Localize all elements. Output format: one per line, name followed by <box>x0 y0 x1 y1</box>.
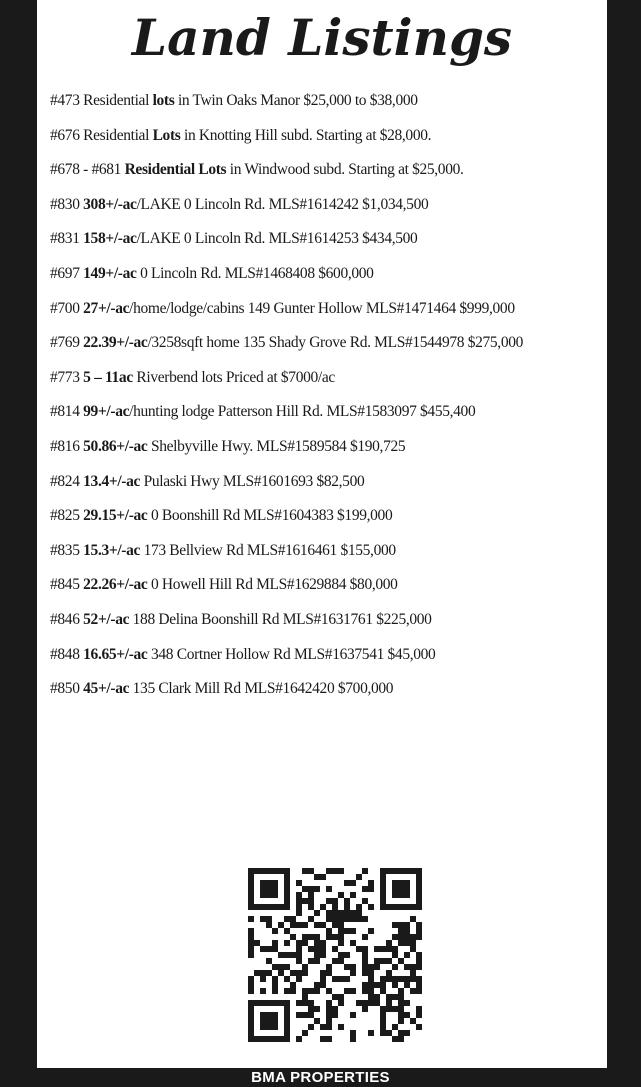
listing-details: /LAKE 0 Lincoln Rd. MLS#1614242 $1,034,500 <box>136 195 429 213</box>
listing-details: 173 Bellview Rd MLS#1616461 $155,000 <box>143 541 396 559</box>
listing-acreage: 158+/-ac <box>83 230 137 248</box>
listing-details: 135 Clark Mill Rd MLS#1642420 $700,000 <box>132 680 394 698</box>
listing-number: #824 <box>50 472 80 490</box>
listing-item <box>50 156 605 191</box>
listing-number: #676 <box>50 126 80 144</box>
listing-acreage: 16.65+/-ac <box>83 645 148 663</box>
listing-item <box>50 641 605 676</box>
listing-acreage: 45+/-ac <box>83 680 130 698</box>
listing-details: in Knotting Hill subd. Starting at $28,000. <box>183 126 432 144</box>
listing-number: #473 <box>50 92 80 109</box>
listing-item <box>50 295 605 330</box>
listing-number: #697 <box>50 264 80 282</box>
listing-item <box>50 260 605 295</box>
listing-prefix: Residential <box>83 126 150 144</box>
listing-item <box>50 191 605 226</box>
listing-acreage: 22.26+/-ac <box>83 576 148 594</box>
listing-details: 348 Cortner Hollow Rd MLS#1637541 $45,000 <box>150 645 436 663</box>
page-title: Land Listings <box>131 8 513 67</box>
listing-number: #846 <box>50 610 80 628</box>
qr-code-icon[interactable] <box>248 868 422 1042</box>
listing-number: #773 <box>50 368 80 386</box>
listings-list <box>50 87 605 710</box>
listing-item <box>50 364 605 399</box>
listing-acreage: 15.3+/-ac <box>83 541 141 559</box>
listing-number: #845 <box>50 576 80 594</box>
listing-number: #825 <box>50 507 80 525</box>
listing-number: #830 <box>50 195 80 213</box>
listing-prefix: Residential <box>83 92 150 109</box>
listing-acreage: lots <box>152 92 175 109</box>
listing-number: #814 <box>50 403 80 421</box>
listing-item <box>50 225 605 260</box>
listing-details: Pulaski Hwy MLS#1601693 $82,500 <box>143 472 365 490</box>
listing-number: #831 <box>50 230 80 248</box>
listing-details: in Windwood subd. Starting at $25,000. <box>229 161 464 179</box>
listing-details: /hunting lodge Patterson Hill Rd. MLS#1583097 $455,400 <box>129 403 476 421</box>
listing-acreage: 99+/-ac <box>83 403 130 421</box>
listing-item <box>50 433 605 468</box>
listing-acreage: 5 – 11ac <box>83 368 133 386</box>
listing-details: 0 Boonshill Rd MLS#1604383 $199,000 <box>150 507 393 525</box>
listing-number: #678 - #681 <box>50 161 122 179</box>
listing-item <box>50 468 605 503</box>
listing-details: 0 Lincoln Rd. MLS#1468408 $600,000 <box>140 264 374 282</box>
listing-number: #769 <box>50 334 80 352</box>
listing-item <box>50 122 605 157</box>
listing-number: #835 <box>50 541 80 559</box>
listing-details: /home/lodge/cabins 149 Gunter Hollow MLS#1471464 $999,000 <box>129 299 515 317</box>
listing-item <box>50 87 605 122</box>
listing-details: 0 Howell Hill Rd MLS#1629884 $80,000 <box>150 576 398 594</box>
listing-item <box>50 571 605 606</box>
listing-details: /3258sqft home 135 Shady Grove Rd. MLS#1544978 $275,000 <box>147 334 524 352</box>
listing-acreage: 149+/-ac <box>83 264 137 282</box>
listing-acreage: 308+/-ac <box>83 195 137 213</box>
listing-acreage: 29.15+/-ac <box>83 507 148 525</box>
listing-acreage: 50.86+/-ac <box>83 437 148 455</box>
listing-item <box>50 398 605 433</box>
listing-acreage: Lots <box>152 126 181 144</box>
listing-number: #850 <box>50 680 80 698</box>
listings-panel <box>37 0 607 1068</box>
listing-details: Shelbyville Hwy. MLS#1589584 $190,725 <box>150 437 406 455</box>
listing-acreage: 27+/-ac <box>83 299 130 317</box>
listing-details: 188 Delina Boonshill Rd MLS#1631761 $225,000 <box>132 610 432 628</box>
listing-number: #700 <box>50 299 80 317</box>
listing-acreage: Residential Lots <box>124 161 227 179</box>
listing-number: #816 <box>50 437 80 455</box>
listing-item <box>50 675 605 710</box>
listing-acreage: 52+/-ac <box>83 610 130 628</box>
footer-brand: BMA PROPERTIES <box>251 1069 390 1086</box>
listing-item <box>50 537 605 572</box>
listing-details: in Twin Oaks Manor $25,000 to $38,000 <box>177 92 418 109</box>
listing-details: Riverbend lots Priced at $7000/ac <box>136 368 335 386</box>
listing-item <box>50 606 605 641</box>
listing-acreage: 22.39+/-ac <box>83 334 148 352</box>
listing-item <box>50 502 605 537</box>
listing-item <box>50 329 605 364</box>
listing-number: #848 <box>50 645 80 663</box>
listing-acreage: 13.4+/-ac <box>83 472 141 490</box>
listing-details: /LAKE 0 Lincoln Rd. MLS#1614253 $434,500 <box>136 230 418 248</box>
